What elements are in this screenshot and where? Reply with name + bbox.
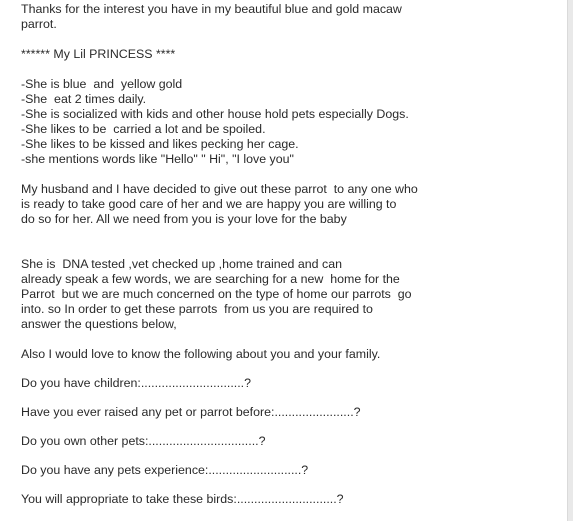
trait-item: -She likes to be carried a lot and be spoiled. — [21, 122, 266, 136]
page-edge-divider — [567, 0, 573, 521]
question-line: Have you ever raised any pet or parrot before:.......................? — [21, 405, 361, 419]
paragraph-line: answer the questions below, — [21, 317, 177, 331]
paragraph-line: She is DNA tested ,vet checked up ,home trained and can — [21, 257, 342, 271]
trait-item: -She eat 2 times daily. — [21, 92, 147, 106]
paragraph-line: do so for her. All we need from you is your love for the baby — [21, 212, 347, 226]
paragraph-line: already speak a few words, we are searching for a new home for the — [21, 272, 400, 286]
paragraph-line: is ready to take good care of her and we are happy you are willing to — [21, 197, 397, 211]
question-line: Do you have any pets experience:...........................? — [21, 463, 309, 477]
letter-title: ****** My Lil PRINCESS **** — [21, 47, 176, 61]
question-line: You will appropriate to take these birds:.............................? — [21, 492, 344, 506]
trait-item: -she mentions words like "Hello" " Hi", "I love you" — [21, 152, 294, 166]
paragraph-line: Parrot but we are much concerned on the type of home our parrots go — [21, 287, 412, 301]
trait-item: -She is socialized with kids and other house hold pets especially Dogs. — [21, 107, 409, 121]
question-line: Do you have children:..............................? — [21, 376, 252, 390]
question-line: Do you own other pets:................................? — [21, 434, 266, 448]
paragraph-line: into. so In order to get these parrots from us you are required to — [21, 302, 373, 316]
paragraph-line: Also I would love to know the following about you and your family. — [21, 347, 381, 361]
paragraph-line: My husband and I have decided to give out these parrot to any one who — [21, 182, 418, 196]
trait-item: -She likes to be kissed and likes pecking her cage. — [21, 137, 299, 151]
intro-line-1: Thanks for the interest you have in my beautiful blue and gold macaw — [21, 2, 402, 16]
trait-item: -She is blue and yellow gold — [21, 77, 183, 91]
intro-line-2: parrot. — [21, 17, 57, 31]
letter-content — [21, 2, 561, 507]
